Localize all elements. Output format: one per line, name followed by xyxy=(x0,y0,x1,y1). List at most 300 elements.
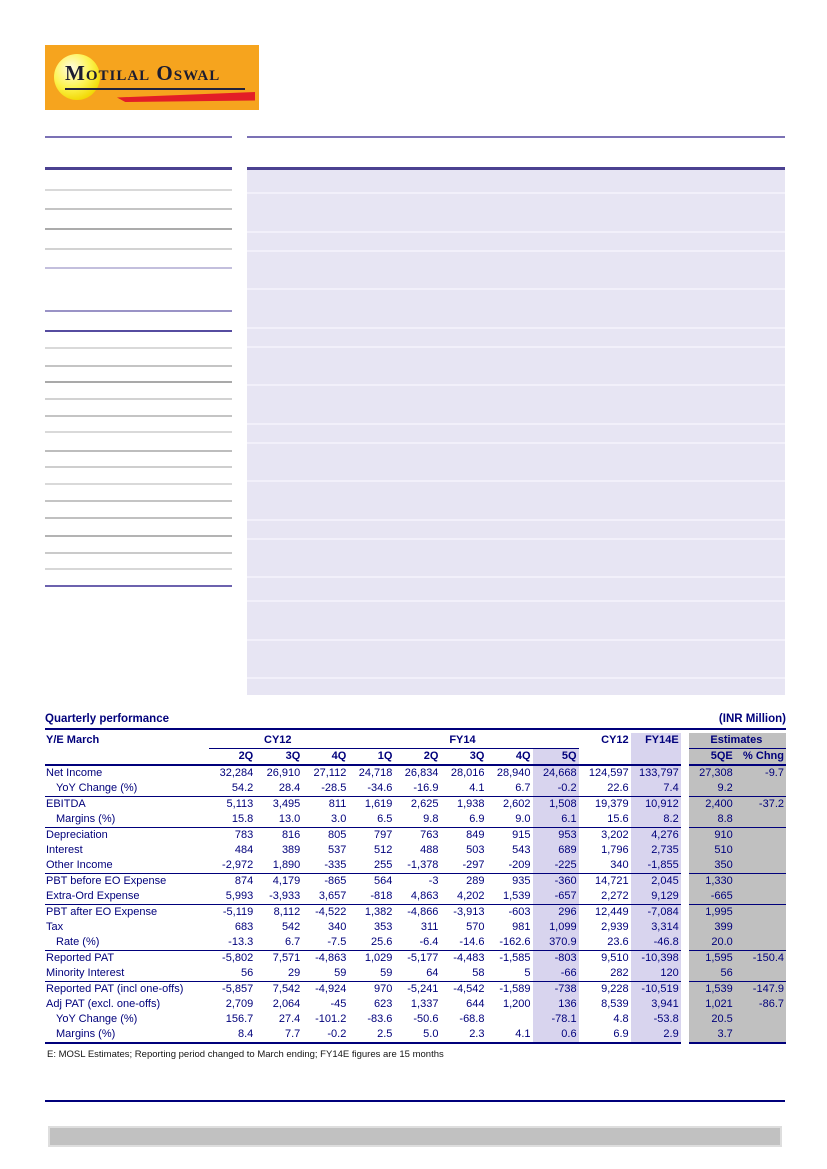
footer-redacted-bar xyxy=(48,1126,782,1147)
value-cell: 981 xyxy=(512,921,531,933)
row-label: YoY Change (%) xyxy=(56,782,138,794)
value-cell: 59 xyxy=(380,967,393,979)
value-cell: 2,064 xyxy=(272,998,301,1010)
value-cell: -665 xyxy=(689,889,735,905)
value-cell: 54.2 xyxy=(231,782,254,794)
value-cell: -53.8 xyxy=(631,1012,681,1027)
value-cell: 8.8 xyxy=(689,812,735,828)
value-cell xyxy=(735,920,786,935)
value-cell: -335 xyxy=(324,859,347,871)
value-cell: -16.9 xyxy=(413,782,439,794)
value-cell: 537 xyxy=(327,844,347,856)
value-cell: 2.5 xyxy=(348,1027,394,1043)
value-cell: -68.8 xyxy=(459,1013,485,1025)
value-cell: -86.7 xyxy=(735,997,786,1012)
redacted-text-block xyxy=(247,167,785,695)
ye-march-label: Y/E March xyxy=(46,734,100,747)
redacted-row-rule xyxy=(45,189,232,191)
value-cell: 27,308 xyxy=(689,765,735,781)
value-cell: 2,735 xyxy=(631,843,681,858)
value-cell: -1,855 xyxy=(631,858,681,874)
column-spacer xyxy=(681,828,689,844)
value-cell: 3.0 xyxy=(331,813,347,825)
column-spacer xyxy=(681,920,689,935)
value-cell: 389 xyxy=(281,844,301,856)
value-cell: 9.8 xyxy=(423,813,439,825)
quarter-header: 2Q xyxy=(209,749,255,766)
value-cell: 783 xyxy=(209,828,255,844)
value-cell: 2,602 xyxy=(486,797,532,813)
value-cell: 811 xyxy=(302,797,348,813)
row-label: YoY Change (%) xyxy=(56,1013,138,1025)
redacted-row-rule xyxy=(45,381,232,383)
value-cell: 19,379 xyxy=(579,797,631,813)
value-cell: 5 xyxy=(524,967,531,979)
value-cell: 9.0 xyxy=(515,813,531,825)
table-row xyxy=(45,935,786,951)
value-cell xyxy=(735,889,786,905)
value-cell: -803 xyxy=(533,951,579,967)
row-label: Extra-Ord Expense xyxy=(46,890,140,902)
value-cell: 7.4 xyxy=(631,781,681,797)
value-cell: -4,542 xyxy=(440,982,486,998)
value-cell xyxy=(735,843,786,858)
row-label: Reported PAT (incl one-offs) xyxy=(45,982,209,998)
value-cell: 564 xyxy=(348,874,394,890)
value-cell: 25.6 xyxy=(370,936,393,948)
value-cell: 350 xyxy=(689,858,735,874)
row-label: Net Income xyxy=(46,767,103,779)
redacted-paragraph-separator xyxy=(247,600,785,602)
value-cell: 3,657 xyxy=(318,890,347,902)
row-label: PBT before EO Expense xyxy=(45,874,209,890)
value-cell: 370.9 xyxy=(533,935,579,951)
value-cell: -4,483 xyxy=(440,951,486,967)
value-cell: 340 xyxy=(610,859,629,871)
left-panel-lines xyxy=(45,0,232,600)
row-label: EBITDA xyxy=(45,797,209,813)
value-cell: 6.1 xyxy=(533,812,579,828)
row-label: Reported PAT xyxy=(45,951,209,967)
value-cell: 255 xyxy=(374,859,393,871)
value-cell: 1,539 xyxy=(503,890,531,902)
value-cell: -297 xyxy=(462,859,485,871)
value-cell: 953 xyxy=(533,828,579,844)
value-cell: 7.7 xyxy=(255,1027,302,1043)
value-cell: 58 xyxy=(472,967,485,979)
value-cell: -1,378 xyxy=(407,859,439,871)
value-cell: 28,016 xyxy=(450,767,485,779)
value-cell: 8,539 xyxy=(601,998,629,1010)
value-cell: 64 xyxy=(426,967,439,979)
table-row xyxy=(45,812,786,828)
value-cell xyxy=(735,905,786,921)
redacted-row-rule xyxy=(45,248,232,250)
quarter-header: 4Q xyxy=(486,749,532,766)
column-spacer xyxy=(681,797,689,813)
value-cell: 542 xyxy=(281,921,301,933)
value-cell: 689 xyxy=(533,843,579,858)
value-cell: -5,857 xyxy=(209,982,255,998)
value-cell: -14.6 xyxy=(459,936,485,948)
table-row xyxy=(45,966,786,982)
table-row xyxy=(45,1027,786,1043)
value-cell: 20.0 xyxy=(689,935,735,951)
value-cell: 6.9 xyxy=(469,813,485,825)
redacted-paragraph-separator xyxy=(247,250,785,252)
value-cell: -2,972 xyxy=(222,859,254,871)
value-cell: 2,709 xyxy=(225,998,254,1010)
value-cell: 7,571 xyxy=(255,951,302,967)
table-row xyxy=(45,765,786,781)
value-cell: 2,939 xyxy=(601,921,629,933)
value-cell: -4,522 xyxy=(302,905,348,921)
value-cell: 1,619 xyxy=(348,797,394,813)
table-row xyxy=(45,951,786,967)
value-cell: 6.7 xyxy=(515,782,531,794)
table-footnote: E: MOSL Estimates; Reporting period changed to March ending; FY14E figures are 15 months xyxy=(47,1049,444,1060)
value-cell: 59 xyxy=(334,967,347,979)
value-cell xyxy=(735,828,786,844)
value-cell: 816 xyxy=(255,828,302,844)
value-cell: 9,510 xyxy=(579,951,631,967)
value-cell: 133,797 xyxy=(631,765,681,781)
redacted-row-rule xyxy=(45,466,232,468)
redacted-row-rule xyxy=(45,136,232,138)
value-cell: 6.9 xyxy=(579,1027,631,1043)
group-fy14: FY14 xyxy=(348,733,578,749)
value-cell: 1,890 xyxy=(272,859,301,871)
value-cell xyxy=(735,1012,786,1027)
table-row xyxy=(45,874,786,890)
value-cell: -3 xyxy=(394,874,440,890)
value-cell: 13.0 xyxy=(278,813,301,825)
value-cell: 510 xyxy=(689,843,735,858)
row-label: Adj PAT (excl. one-offs) xyxy=(46,998,161,1010)
redacted-row-rule xyxy=(45,500,232,502)
value-cell: -603 xyxy=(486,905,532,921)
value-cell: 24,668 xyxy=(533,765,579,781)
value-cell: 1,337 xyxy=(410,998,439,1010)
value-cell: 2,045 xyxy=(631,874,681,890)
quarter-header: 1Q xyxy=(348,749,394,766)
value-cell: 4.1 xyxy=(469,782,485,794)
value-cell: 120 xyxy=(631,966,681,982)
value-cell: 623 xyxy=(374,998,393,1010)
redacted-row-rule xyxy=(45,450,232,452)
value-cell: 3,495 xyxy=(255,797,302,813)
value-cell: 27.4 xyxy=(278,1013,301,1025)
value-cell: -7.5 xyxy=(327,936,347,948)
column-spacer xyxy=(681,966,689,982)
quarter-header: 2Q xyxy=(394,749,440,766)
value-cell xyxy=(735,935,786,951)
redacted-paragraph-separator xyxy=(247,442,785,444)
value-cell: 156.7 xyxy=(225,1013,254,1025)
row-label: Margins (%) xyxy=(45,1027,209,1043)
row-label: Rate (%) xyxy=(56,936,100,948)
value-cell: 2,625 xyxy=(394,797,440,813)
row-label: Other Income xyxy=(46,859,113,871)
value-cell: 9,129 xyxy=(631,889,681,905)
column-spacer xyxy=(681,812,689,828)
redacted-row-rule xyxy=(45,347,232,349)
value-cell: 3,941 xyxy=(631,997,681,1012)
value-cell: 915 xyxy=(486,828,532,844)
column-spacer xyxy=(681,889,689,905)
redacted-row-rule xyxy=(45,228,232,230)
value-cell: 797 xyxy=(348,828,394,844)
value-cell: 26,834 xyxy=(404,767,439,779)
value-cell xyxy=(735,966,786,982)
value-cell: -50.6 xyxy=(413,1013,439,1025)
redacted-paragraph-separator xyxy=(247,346,785,348)
redacted-row-rule xyxy=(45,310,232,312)
value-cell: 805 xyxy=(302,828,348,844)
value-cell: -7,084 xyxy=(631,905,681,921)
redacted-paragraph-separator xyxy=(247,576,785,578)
value-cell: -209 xyxy=(508,859,531,871)
value-cell: 488 xyxy=(420,844,439,856)
value-cell: -3,913 xyxy=(440,905,486,921)
blank-header xyxy=(45,749,209,766)
value-cell xyxy=(735,781,786,797)
value-cell: -738 xyxy=(533,982,579,998)
value-cell: 1,021 xyxy=(689,997,735,1012)
column-spacer xyxy=(681,1027,689,1043)
value-cell: 23.6 xyxy=(607,936,629,948)
redacted-paragraph-separator xyxy=(247,538,785,540)
annual-fy14e-header: FY14E xyxy=(631,733,681,749)
value-cell: -5,802 xyxy=(209,951,255,967)
value-cell: 874 xyxy=(209,874,255,890)
value-cell: 503 xyxy=(466,844,485,856)
value-cell: 10,912 xyxy=(631,797,681,813)
value-cell: 6.5 xyxy=(377,813,393,825)
value-cell: 56 xyxy=(689,966,735,982)
redacted-paragraph-separator xyxy=(247,288,785,290)
value-cell: 28,940 xyxy=(496,767,531,779)
value-cell: 1,995 xyxy=(689,905,735,921)
quarterly-performance-table xyxy=(45,733,786,1044)
value-cell: -10,398 xyxy=(631,951,681,967)
value-cell: -4,863 xyxy=(302,951,348,967)
value-cell: 340 xyxy=(327,921,347,933)
value-cell: 0.6 xyxy=(533,1027,579,1043)
value-cell: 6.7 xyxy=(285,936,301,948)
value-cell: -360 xyxy=(533,874,579,890)
value-cell: 570 xyxy=(466,921,485,933)
quarter-header-row xyxy=(45,749,786,766)
redacted-row-rule xyxy=(45,585,232,587)
quarter-header: 4Q xyxy=(302,749,348,766)
value-cell: 1,029 xyxy=(348,951,394,967)
value-cell: 8.4 xyxy=(209,1027,255,1043)
column-spacer xyxy=(681,749,689,766)
value-cell: 1,595 xyxy=(689,951,735,967)
value-cell: 849 xyxy=(440,828,486,844)
column-spacer xyxy=(681,951,689,967)
redacted-paragraph-separator xyxy=(247,677,785,679)
value-cell: 543 xyxy=(512,844,531,856)
estimate-header-chng: % Chng xyxy=(735,749,786,766)
value-cell: 683 xyxy=(234,921,254,933)
value-cell: 512 xyxy=(374,844,393,856)
row-label: Tax xyxy=(46,921,64,933)
value-cell: 484 xyxy=(234,844,254,856)
value-cell: 4,276 xyxy=(631,828,681,844)
row-label: Depreciation xyxy=(45,828,209,844)
value-cell: 970 xyxy=(348,982,394,998)
value-cell: 12,449 xyxy=(579,905,631,921)
value-cell xyxy=(735,858,786,874)
redacted-row-rule xyxy=(45,552,232,554)
redacted-row-rule xyxy=(45,517,232,519)
redacted-row-rule xyxy=(45,398,232,400)
table-body xyxy=(45,765,786,1043)
value-cell: -3,933 xyxy=(269,890,301,902)
value-cell: -1,585 xyxy=(486,951,532,967)
value-cell: 935 xyxy=(486,874,532,890)
redacted-row-rule xyxy=(45,330,232,332)
right-header-rule xyxy=(247,136,785,138)
value-cell: 353 xyxy=(374,921,393,933)
value-cell: 15.6 xyxy=(607,813,629,825)
value-cell: -4,866 xyxy=(394,905,440,921)
value-cell: 1,330 xyxy=(689,874,735,890)
value-cell: 399 xyxy=(689,920,735,935)
redacted-row-rule xyxy=(45,431,232,433)
value-cell: 15.8 xyxy=(231,813,254,825)
value-cell: 5,113 xyxy=(209,797,255,813)
redacted-paragraph-separator xyxy=(247,192,785,194)
annual-cy12-header: CY12 xyxy=(601,734,629,747)
value-cell: 1,539 xyxy=(689,982,735,998)
value-cell: 27,112 xyxy=(313,767,347,779)
value-cell: 2.3 xyxy=(440,1027,486,1043)
value-cell: 5.0 xyxy=(394,1027,440,1043)
value-cell: 4,179 xyxy=(255,874,302,890)
column-spacer xyxy=(681,874,689,890)
column-spacer xyxy=(681,982,689,998)
redacted-paragraph-separator xyxy=(247,480,785,482)
redacted-row-rule xyxy=(45,483,232,485)
redacted-row-rule xyxy=(45,267,232,269)
column-spacer xyxy=(681,997,689,1012)
value-cell: 1,796 xyxy=(601,844,629,856)
footer-rule xyxy=(45,1100,785,1102)
redacted-paragraph-separator xyxy=(247,519,785,521)
value-cell: 8,112 xyxy=(255,905,302,921)
redacted-row-rule xyxy=(45,167,232,170)
group-cy12: CY12 xyxy=(209,733,348,749)
column-spacer xyxy=(681,858,689,874)
table-row xyxy=(45,843,786,858)
value-cell: 1,200 xyxy=(503,998,531,1010)
value-cell: 910 xyxy=(689,828,735,844)
estimates-header: Estimates xyxy=(689,733,786,749)
column-spacer xyxy=(681,733,689,749)
value-cell: 1,382 xyxy=(348,905,394,921)
row-label: Interest xyxy=(46,844,83,856)
column-spacer xyxy=(681,843,689,858)
redacted-row-rule xyxy=(45,208,232,210)
value-cell: -9.7 xyxy=(735,765,786,781)
column-spacer xyxy=(681,935,689,951)
quarter-header-5q: 5Q xyxy=(533,749,579,766)
table-row xyxy=(45,781,786,797)
blank-header xyxy=(631,749,681,766)
redacted-row-rule xyxy=(45,415,232,417)
column-spacer xyxy=(681,1012,689,1027)
value-cell: -45 xyxy=(330,998,347,1010)
value-cell: -6.4 xyxy=(419,936,439,948)
value-cell: -1,589 xyxy=(486,982,532,998)
value-cell: 9.2 xyxy=(689,781,735,797)
value-cell: 32,284 xyxy=(219,767,254,779)
value-cell: -46.8 xyxy=(631,935,681,951)
value-cell: 3.7 xyxy=(689,1027,735,1043)
redacted-row-rule xyxy=(45,568,232,570)
value-cell: -28.5 xyxy=(321,782,347,794)
value-cell xyxy=(735,1027,786,1043)
table-row xyxy=(45,797,786,813)
value-cell: 28.4 xyxy=(278,782,301,794)
table-row xyxy=(45,858,786,874)
redacted-paragraph-separator xyxy=(247,384,785,386)
redacted-paragraph-separator xyxy=(247,423,785,425)
row-label: Minority Interest xyxy=(46,967,125,979)
value-cell: 26,910 xyxy=(266,767,301,779)
value-cell: -4,924 xyxy=(302,982,348,998)
group-header-row xyxy=(45,733,786,749)
value-cell: -34.6 xyxy=(367,782,393,794)
value-cell: -37.2 xyxy=(735,797,786,813)
table-title: Quarterly performance xyxy=(45,713,169,725)
redacted-paragraph-separator xyxy=(247,327,785,329)
value-cell: 2.9 xyxy=(631,1027,681,1043)
table-row xyxy=(45,828,786,844)
table-row xyxy=(45,920,786,935)
value-cell: 282 xyxy=(610,967,629,979)
value-cell: -657 xyxy=(533,889,579,905)
table-unit-label: (INR Million) xyxy=(718,713,786,725)
column-spacer xyxy=(681,765,689,781)
table-row xyxy=(45,997,786,1012)
value-cell: 14,721 xyxy=(579,874,631,890)
value-cell: -865 xyxy=(302,874,348,890)
table-row xyxy=(45,1012,786,1027)
value-cell: -5,241 xyxy=(394,982,440,998)
value-cell: -13.3 xyxy=(228,936,254,948)
value-cell: 136 xyxy=(533,997,579,1012)
value-cell: 4,202 xyxy=(456,890,485,902)
value-cell xyxy=(735,812,786,828)
value-cell: 9,228 xyxy=(579,982,631,998)
value-cell: 1,508 xyxy=(533,797,579,813)
value-cell xyxy=(486,1012,532,1027)
value-cell: 56 xyxy=(241,967,254,979)
value-cell: -78.1 xyxy=(533,1012,579,1027)
value-cell: 311 xyxy=(420,921,439,933)
value-cell: -162.6 xyxy=(499,936,531,948)
value-cell: 22.6 xyxy=(607,782,629,794)
value-cell: -818 xyxy=(370,890,393,902)
value-cell: 8.2 xyxy=(631,812,681,828)
value-cell: -101.2 xyxy=(315,1013,347,1025)
column-spacer xyxy=(681,781,689,797)
value-cell: 20.5 xyxy=(689,1012,735,1027)
